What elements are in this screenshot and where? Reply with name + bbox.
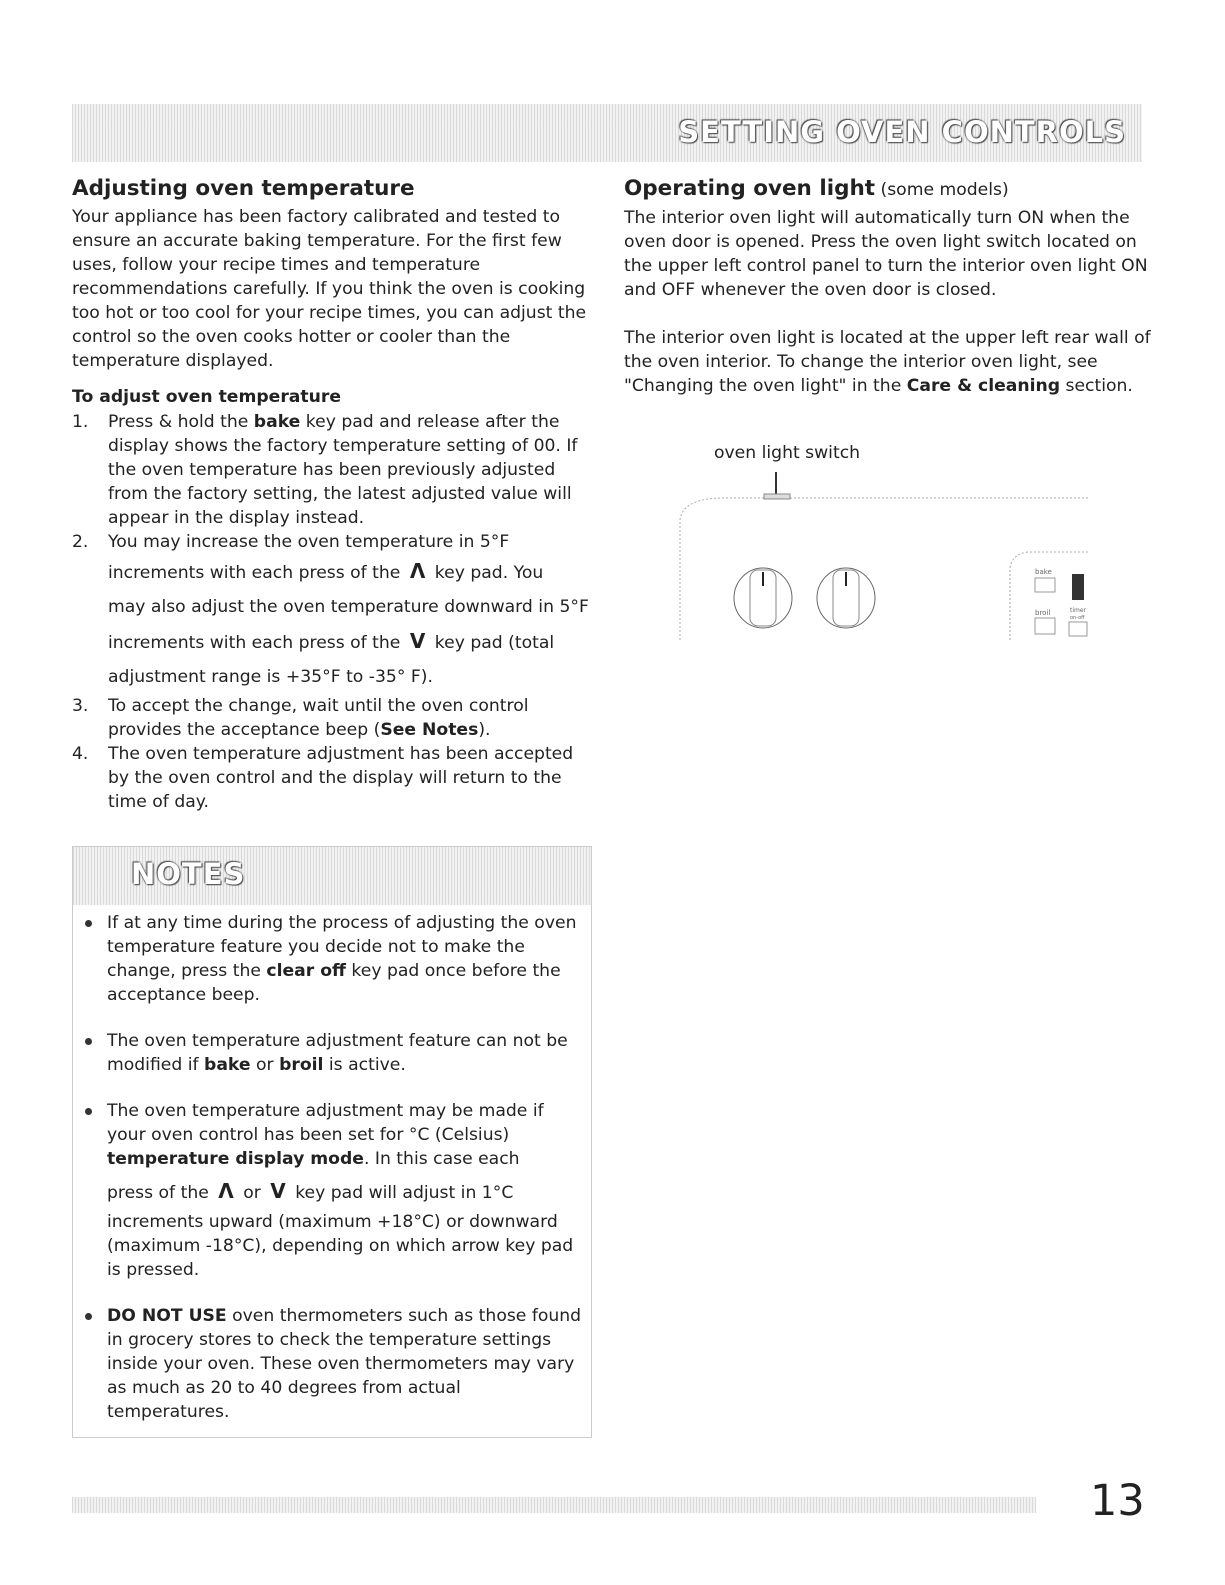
broil-key-label: broil <box>1035 609 1051 617</box>
paragraph-text: section. <box>1060 376 1133 396</box>
broil-key-icon <box>1035 618 1055 634</box>
note-line <box>107 1174 583 1210</box>
step-number: 3. <box>72 696 89 716</box>
note-text: press of the <box>107 1183 215 1203</box>
note-text: increments upward (maximum +18°C) or downward (maximum -18°C), depending on which arrow key pad is pressed. <box>107 1212 574 1280</box>
control-panel-drawing <box>678 440 1098 650</box>
oven-light-section <box>624 176 1154 398</box>
step-1 <box>72 410 592 530</box>
broil-key-name: broil <box>279 1055 324 1075</box>
display-icon <box>1072 574 1084 600</box>
note-text: The oven temperature adjustment may be made if your oven control has been set for °C (Celsius) <box>107 1101 544 1145</box>
step-2 <box>72 530 592 694</box>
step-number: 4. <box>72 744 89 764</box>
step-text: adjustment range is +35°F to -35° F). <box>108 667 433 687</box>
bake-key-name: bake <box>253 412 301 432</box>
timer-key-label: timer <box>1070 607 1087 614</box>
note-text: oven thermometers such as those found in grocery stores to check the temperature settings inside your oven. These oven thermometers may vary as much as 20 to 40 degrees from actual temperatures. <box>107 1306 582 1422</box>
care-cleaning-reference: Care & cleaning <box>906 376 1061 396</box>
note-text: or <box>237 1183 267 1203</box>
paragraph-text: The interior oven light is located at the upper left rear wall of the oven interior. To change the interior oven light, see "Changing the oven light" in the <box>624 328 1151 396</box>
see-notes-reference: See Notes <box>380 720 479 740</box>
clear-off-key-name: clear off <box>266 961 346 981</box>
step-text: increments with each press of the <box>108 563 406 583</box>
section-title: SETTING OVEN CONTROLS <box>678 115 1126 149</box>
bake-key-label: bake <box>1035 568 1052 576</box>
oven-light-heading <box>624 176 1154 203</box>
oven-light-heading-text: Operating oven light <box>624 176 876 201</box>
bullet-icon <box>85 920 92 927</box>
note-text: or <box>250 1055 280 1075</box>
step-text: may also adjust the oven temperature downward in 5°F <box>108 597 589 617</box>
notes-list <box>83 911 583 1446</box>
note-text: key pad will adjust in 1°C <box>289 1183 514 1203</box>
note-2 <box>83 1029 583 1077</box>
notes-title: NOTES <box>131 857 246 891</box>
adjust-steps-list <box>72 410 592 814</box>
do-not-use-warning: DO NOT USE <box>107 1306 227 1326</box>
note-text: key pad once before the acceptance beep. <box>107 961 561 1005</box>
step-text: Press & hold the <box>108 412 254 432</box>
footer-band <box>72 1497 1036 1513</box>
temperature-display-mode-term: temperature display mode <box>107 1149 364 1169</box>
note-text: is active. <box>323 1055 406 1075</box>
up-arrow-icon: Λ <box>218 1179 234 1203</box>
oven-light-heading-sub: (some models) <box>875 180 1009 200</box>
step-text: ). <box>478 720 491 740</box>
note-text: . In this case each <box>363 1149 520 1169</box>
down-arrow-icon: V <box>270 1179 286 1203</box>
intro-paragraph: Your appliance has been factory calibrated and tested to ensure an accurate baking temperature. For the first few uses, follow your recipe times and temperature recommendations carefully. If you think the oven is cooking too hot or too cool for your recipe times, you can adjust the control so the oven cooks hotter or cooler than the temperature displayed. <box>72 207 587 371</box>
oven-light-paragraph-2 <box>624 326 1154 398</box>
step-line <box>108 554 592 590</box>
section-header-band <box>72 104 1142 162</box>
onoff-key-label: on-off <box>1070 615 1085 621</box>
step-text: key pad and release after the display shows the factory temperature setting of 00. If the oven temperature has been previously adjusted from the factory setting, the latest adjusted value will appear in the display instead. <box>108 412 578 528</box>
step-number: 1. <box>72 412 89 432</box>
left-knob-icon <box>734 568 792 628</box>
step-line <box>108 624 592 660</box>
note-3 <box>83 1099 583 1282</box>
page-number: 13 <box>1090 1476 1145 1526</box>
step-text: You may increase the oven temperature in 5°F <box>108 532 510 552</box>
notes-banner <box>73 847 591 905</box>
notes-box <box>72 846 592 1438</box>
bullet-icon <box>85 1108 92 1115</box>
step-text: increments with each press of the <box>108 633 406 653</box>
bake-key-name: bake <box>204 1055 251 1075</box>
step-text: The oven temperature adjustment has been accepted by the oven control and the display will return to the time of day. <box>108 744 574 812</box>
bake-key-icon <box>1035 578 1055 592</box>
note-4 <box>83 1304 583 1424</box>
bullet-icon <box>85 1038 92 1045</box>
note-1 <box>83 911 583 1007</box>
down-arrow-icon: V <box>409 629 426 653</box>
step-text: To accept the change, wait until the oven control provides the acceptance beep ( <box>108 696 529 740</box>
step-4 <box>72 742 592 814</box>
step-text: key pad (total <box>429 633 555 653</box>
timer-key-icon <box>1069 622 1087 636</box>
oven-light-switch-label: oven light switch <box>714 443 861 463</box>
step-text: key pad. You <box>429 563 544 583</box>
note-text: The oven temperature adjustment feature can not be modified if <box>107 1031 568 1075</box>
right-knob-icon <box>817 568 875 628</box>
step-3 <box>72 694 592 742</box>
bullet-icon <box>85 1313 92 1320</box>
oven-light-paragraph-1: The interior oven light will automatically turn ON when the oven door is opened. Press the oven light switch located on the upper left control panel to turn the interior oven light ON and OFF whenever the oven door is closed. <box>624 208 1148 300</box>
step-number: 2. <box>72 532 89 552</box>
control-panel-diagram <box>678 440 1098 650</box>
adjusting-temperature-section <box>72 176 592 814</box>
note-text: If at any time during the process of adjusting the oven temperature feature you decide not to make the change, press the <box>107 913 577 981</box>
oven-light-switch-icon <box>764 494 790 499</box>
adjust-subheading: To adjust oven temperature <box>72 387 341 407</box>
up-arrow-icon: Λ <box>409 559 426 583</box>
adjusting-temperature-heading: Adjusting oven temperature <box>72 176 415 201</box>
